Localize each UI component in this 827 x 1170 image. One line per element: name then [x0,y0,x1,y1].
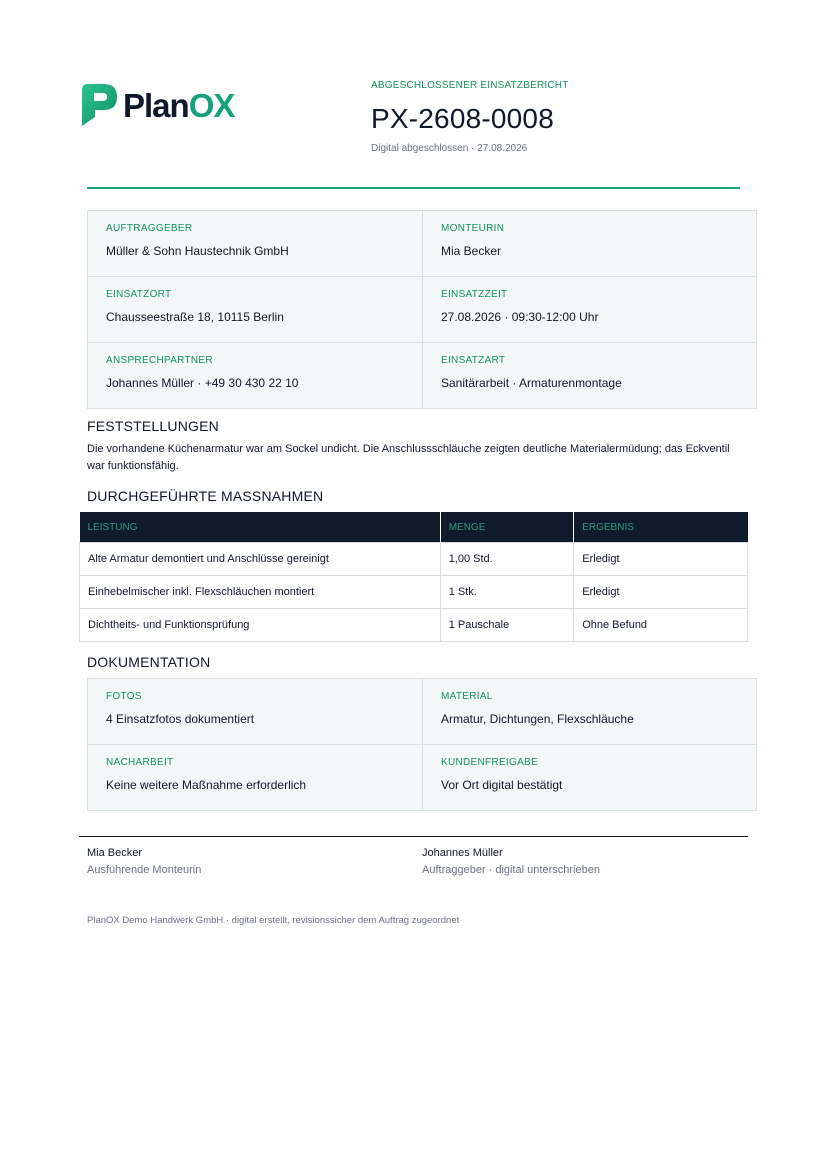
planox-logo [82,84,234,126]
documentation-row [88,745,756,810]
doc-cell-approval [422,745,756,810]
info-value: 27.08.2026 · 09:30-12:00 Uhr [441,310,599,324]
table-row [80,543,748,576]
doc-cell-photos [88,679,422,744]
signature-client [422,847,600,876]
column-header-quantity: MENGE [440,512,574,543]
signature-name: Mia Becker [87,847,143,859]
measures-title: DURCHGEFÜHRTE MASSNAHMEN [87,488,324,504]
table-cell: 1 Stk. [440,576,574,609]
signature-role: Ausführende Monteurin [87,864,202,876]
documentation-row [88,679,756,745]
findings-title: FESTSTELLUNGEN [87,418,219,434]
table-cell: Einhebelmischer inkl. Flexschläuchen montiert [80,576,441,609]
info-label: EINSATZORT [106,289,172,300]
doc-cell-material [422,679,756,744]
info-value: Müller & Sohn Haustechnik GmbH [106,244,289,258]
info-grid [87,210,757,409]
info-label: AUFTRAGGEBER [106,223,193,234]
report-number: PX-2608-0008 [371,103,554,134]
table-cell: Ohne Befund [574,609,748,642]
info-label: EINSATZART [441,355,506,366]
doc-label: FOTOS [106,691,142,702]
doc-value: Armatur, Dichtungen, Flexschläuche [441,712,634,726]
info-value: Mia Becker [441,244,502,258]
info-value: Sanitärarbeit · Armaturenmontage [441,376,622,390]
info-cell-time [422,277,756,342]
info-label: EINSATZZEIT [441,289,508,300]
measures-table [79,512,748,642]
info-cell-client [88,211,422,276]
documentation-title: DOKUMENTATION [87,654,211,670]
table-cell: Erledigt [574,576,748,609]
table-cell: 1,00 Std. [440,543,574,576]
info-cell-location [88,277,422,342]
info-cell-technician [422,211,756,276]
table-row [80,609,748,642]
table-cell: 1 Pauschale [440,609,574,642]
info-row [88,211,756,277]
column-header-result: ERGEBNIS [574,512,748,543]
signature-name: Johannes Müller [422,847,503,859]
info-cell-contact [88,343,422,408]
info-cell-type [422,343,756,408]
info-value: Johannes Müller · +49 30 430 22 10 [106,376,299,390]
table-row [80,576,748,609]
doc-value: 4 Einsatzfotos dokumentiert [106,712,255,726]
footer-note: PlanOX Demo Handwerk GmbH · digital erstellt, revisionssicher dem Auftrag zugeordnet [87,915,460,926]
table-cell: Alte Armatur demontiert und Anschlüsse gereinigt [80,543,441,576]
column-header-service: LEISTUNG [80,512,441,543]
report-kicker: ABGESCHLOSSENER EINSATZBERICHT [371,80,569,91]
report-subtitle: Digital abgeschlossen · 27.08.2026 [371,143,528,154]
info-row [88,343,756,408]
table-cell: Erledigt [574,543,748,576]
info-label: MONTEURIN [441,223,505,234]
findings-text: Die vorhandene Küchenarmatur war am Sockel undicht. Die Anschlussschläuche zeigten deutliche Materialermüdung; das Eckventil war funktionsfähig. [87,443,730,472]
signature-technician [87,847,201,876]
table-header-row [80,512,748,543]
info-row [88,277,756,343]
documentation-grid [87,678,757,811]
doc-value: Vor Ort digital bestätigt [441,778,563,792]
signature-divider [79,836,748,837]
report-header [371,80,569,154]
planox-logo-text: PlanOX [123,86,235,124]
signature-role: Auftraggeber · digital unterschrieben [422,864,600,876]
table-cell: Dichtheits- und Funktionsprüfung [80,609,441,642]
doc-label: MATERIAL [441,691,493,702]
doc-label: KUNDENFREIGABE [441,757,538,768]
planox-logo-icon [82,84,118,126]
doc-value: Keine weitere Maßnahme erforderlich [106,778,307,792]
doc-cell-followup [88,745,422,810]
doc-label: NACHARBEIT [106,757,174,768]
info-value: Chausseestraße 18, 10115 Berlin [106,310,284,324]
header-divider [87,187,740,189]
info-label: ANSPRECHPARTNER [106,355,213,366]
